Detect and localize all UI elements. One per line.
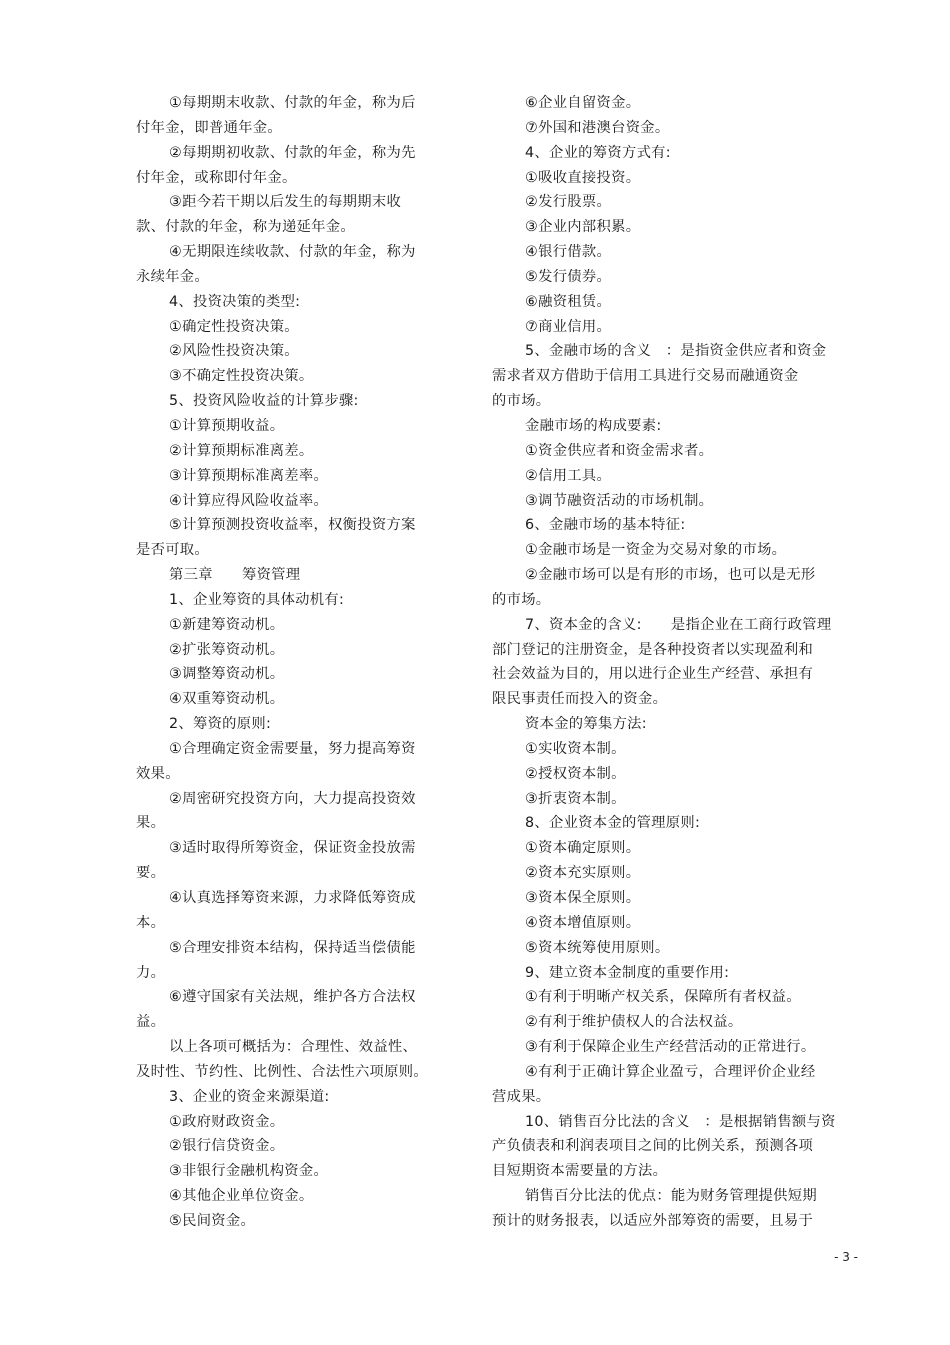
text-line: 果。 [136,815,166,832]
text-line: ④有利于正确计算企业盈亏，合理评价企业经 [525,1063,816,1080]
text-line: 社会效益为目的，用以进行企业生产经营、承担有 [492,666,814,683]
text-line: ②银行信贷资金。 [169,1138,285,1155]
text-line: 以上各项可概括为：合理性、效益性、 [169,1039,418,1056]
text-line: 效果。 [136,765,180,782]
text-line: 1、企业筹资的具体动机有: [169,591,345,608]
text-line: ①计算预期收益。 [169,417,285,434]
text-line: 需求者双方借助于信用工具进行交易而融通资金 [492,368,799,385]
text-line: ⑥遵守国家有关法规，维护各方合法权 [169,989,416,1006]
left-text-column [136,91,436,1234]
text-line: ④认真选择筹资来源，力求降低筹资成 [169,890,416,906]
text-line: 4、企业的筹资方式有: [525,144,671,161]
text-line: ②有利于维护债权人的合法权益。 [525,1014,743,1031]
text-line: ③资本保全原则。 [525,890,641,906]
text-line: ①合理确定资金需要量，努力提高筹资 [169,740,416,757]
text-line: 永续年金。 [136,268,209,285]
text-line: 9、建立资本金制度的重要作用: [525,964,730,981]
text-line: 资本金的筹集方法: [525,716,647,733]
text-line: 销售百分比法的优点：能为财务管理提供短期 [525,1188,817,1205]
text-line: ⑤发行债券。 [525,268,612,285]
text-line: ⑤计算预测投资收益率，权衡投资方案 [169,517,416,534]
text-line: ③距今若干期以后发生的每期期末收 [169,194,402,211]
text-line: 预计的财务报表，以适应外部筹资的需要，且易于 [492,1212,814,1229]
text-line: 7、资本金的含义: 是指企业在工商行政管理 [525,616,832,633]
text-line: ①吸收直接投资。 [525,169,641,186]
text-line: ④双重筹资动机。 [169,691,285,708]
text-line: 的市场。 [492,393,551,410]
text-line: ③不确定性投资决策。 [169,368,314,385]
text-line: 付年金，或称即付年金。 [136,169,297,186]
text-line: ③适时取得所筹资金，保证资金投放需 [169,840,416,857]
text-line: 及时性、节约性、比例性、合法性六项原则。 [136,1063,428,1080]
text-line: ①金融市场是一资金为交易对象的市场。 [525,542,787,559]
text-line: ②金融市场可以是有形的市场，也可以是无形 [525,567,816,584]
text-line: ④无期限连续收款、付款的年金，称为 [169,244,416,261]
text-line: 产负债表和利润表项目之间的比例关系，预测各项 [492,1138,814,1155]
text-line: ③企业内部积累。 [525,219,641,236]
text-line: 5、金融市场的含义 ：是指资金供应者和资金 [525,343,827,360]
text-line: 2、筹资的原则: [169,716,272,733]
text-line: ④银行借款。 [525,244,612,261]
text-line: ⑤合理安排资本结构，保持适当偿债能 [169,939,416,956]
text-line: 第三章 筹资管理 [169,567,301,584]
text-line: ④计算应得风险收益率。 [169,492,329,509]
text-line: 力。 [136,964,166,981]
text-line: ①确定性投资决策。 [169,318,299,335]
text-line: ②扩张筹资动机。 [169,641,285,658]
text-line: ③有利于保障企业生产经营活动的正常进行。 [525,1039,816,1056]
text-line: 3、企业的资金来源渠道: [169,1088,330,1105]
text-line: ①资本确定原则。 [525,840,641,857]
text-line: ②授权资本制。 [525,765,626,782]
text-line: 付年金，即普通年金。 [136,119,282,136]
text-line: 营成果。 [492,1088,551,1105]
text-line: ⑤民间资金。 [169,1212,256,1229]
text-line: ①实收资本制。 [525,740,626,757]
text-line: ⑦外国和港澳台资金。 [525,119,670,136]
text-line: ④其他企业单位资金。 [169,1188,314,1205]
text-line: 款、付款的年金，称为递延年金。 [136,219,355,236]
text-line: ③调整筹资动机。 [169,666,285,683]
page-number: - 3 - [834,1250,858,1264]
text-line: 限民事责任而投入的资金。 [492,691,668,708]
text-line: ②风险性投资决策。 [169,343,299,360]
text-line: 益。 [136,1014,166,1031]
text-line: ②发行股票。 [525,194,612,211]
text-line: 8、企业资本金的管理原则: [525,815,701,832]
text-line: ①有利于明晰产权关系，保障所有者权益。 [525,989,801,1006]
text-line: ⑥企业自留资金。 [525,95,641,111]
text-line: 金融市场的构成要素: [525,417,662,434]
text-line: ③非银行金融机构资金。 [169,1163,329,1180]
text-line: ①资金供应者和资金需求者。 [525,442,714,459]
text-line: ⑦商业信用。 [525,318,612,335]
text-line: ②信用工具。 [525,467,612,484]
text-line: ②每期期初收款、付款的年金，称为先 [169,144,416,161]
text-line: ③调节融资活动的市场机制。 [525,492,714,509]
text-line: ②资本充实原则。 [525,865,641,882]
text-line: ⑤资本统筹使用原则。 [525,939,670,956]
text-line: ②计算预期标准离差。 [169,442,314,459]
text-line: 部门登记的注册资金，是各种投资者以实现盈利和 [492,641,814,658]
right-text-column [492,91,852,1234]
text-line: ①政府财政资金。 [169,1113,285,1130]
text-line: ④资本增值原则。 [525,914,641,931]
text-line: 是否可取。 [136,542,209,559]
text-line: ③计算预期标准离差率。 [169,467,329,484]
text-line: ①每期期末收款、付款的年金，称为后 [169,95,416,111]
text-line: 要。 [136,865,166,882]
text-line: 目短期资本需要量的方法。 [492,1163,668,1180]
text-line: 的市场。 [492,591,551,608]
text-line: 10、销售百分比法的含义 ：是根据销售额与资 [525,1113,836,1130]
text-line: 4、投资决策的类型: [169,293,301,310]
text-line: 5、投资风险收益的计算步骤: [169,393,359,410]
text-line: ②周密研究投资方向，大力提高投资效 [169,790,416,807]
text-line: ①新建筹资动机。 [169,616,285,633]
text-line: 6、金融市场的基本特征: [525,517,686,534]
text-line: ③折衷资本制。 [525,790,626,807]
text-line: ⑥融资租赁。 [525,293,612,310]
text-line: 本。 [136,914,166,931]
